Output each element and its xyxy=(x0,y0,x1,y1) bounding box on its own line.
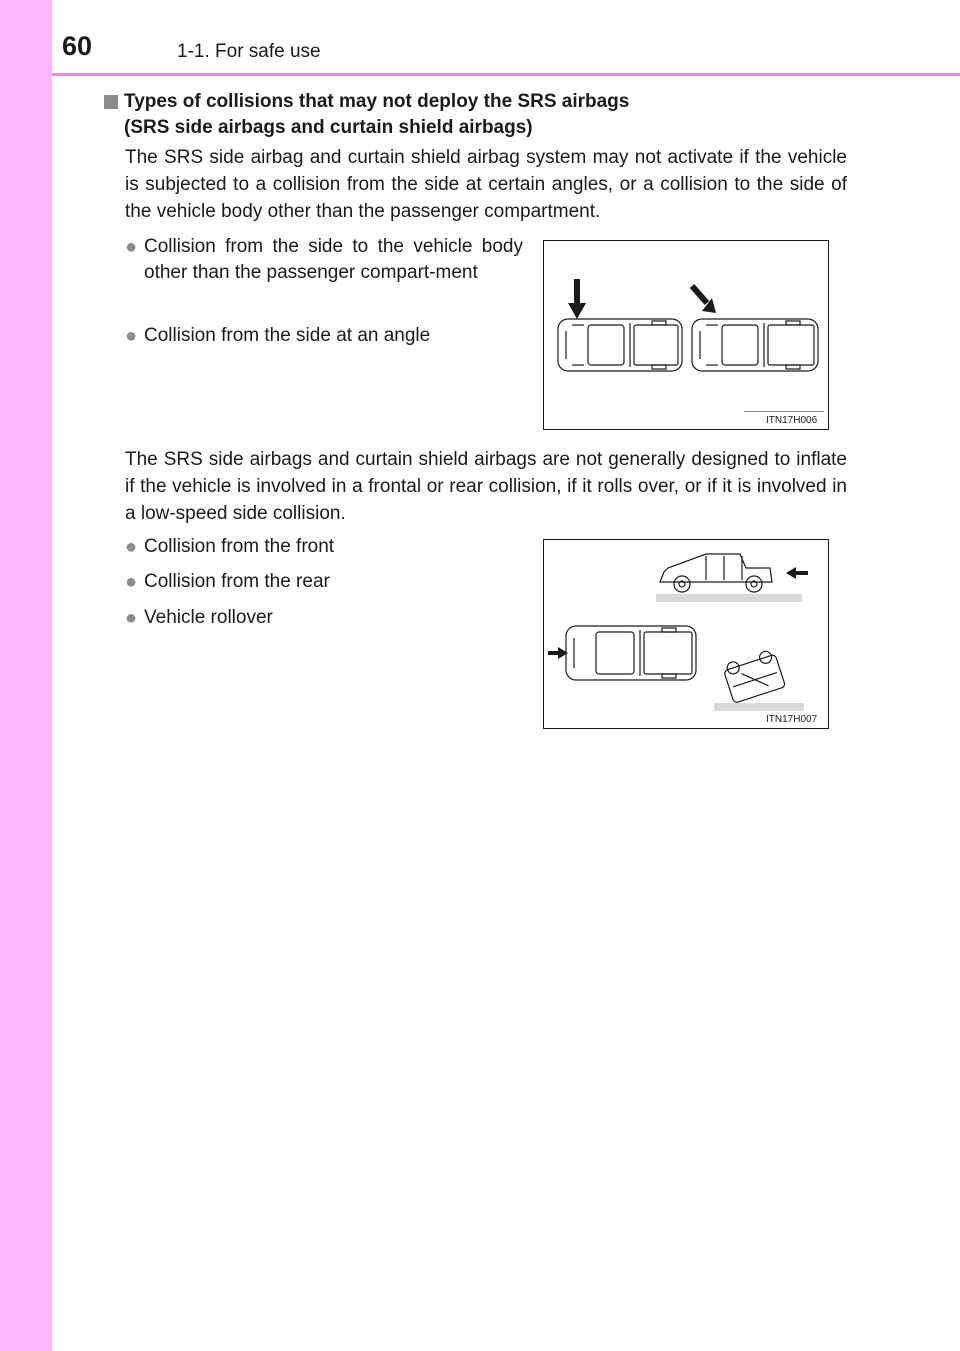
impact-arrow-icon xyxy=(548,647,568,659)
figure-side-collisions xyxy=(543,240,829,430)
list-item xyxy=(125,534,505,560)
section-heading xyxy=(104,89,824,141)
bullet-circle-icon: ● xyxy=(125,325,138,347)
heading-square-icon xyxy=(104,95,118,109)
truck-side-view-icon xyxy=(660,554,772,592)
list-item xyxy=(125,569,505,595)
bullet-text: Collision from the rear xyxy=(144,571,330,592)
heading-line-1: Types of collisions that may not deploy the SRS airbags xyxy=(124,91,630,112)
truck-icon xyxy=(692,319,818,371)
ground-line xyxy=(714,703,804,711)
list-item xyxy=(125,605,505,631)
collision-types-illustration xyxy=(544,540,828,728)
rollover-truck-icon xyxy=(722,649,786,704)
impact-arrow-icon xyxy=(692,286,716,313)
bullet-text: Collision from the side at an angle xyxy=(144,325,431,346)
figure-code-rule xyxy=(744,411,824,412)
heading-line-2: (SRS side airbags and curtain shield airbags) xyxy=(124,117,533,138)
ground-line xyxy=(656,594,802,602)
list-item xyxy=(125,234,523,286)
impact-arrow-icon xyxy=(786,567,808,579)
bullet-text: Vehicle rollover xyxy=(144,607,273,628)
bullet-circle-icon: ● xyxy=(125,607,138,629)
section-title: 1-1. For safe use xyxy=(177,41,321,62)
page-number: 60 xyxy=(62,31,93,61)
figure-front-rear-rollover xyxy=(543,539,829,729)
impact-arrow-icon xyxy=(568,279,586,319)
second-paragraph: The SRS side airbags and curtain shield airbags are not generally designed to inflate if the vehicle is involved in a frontal or rear collision, if it rolls over, or if it is involved in a low-speed side collision. xyxy=(125,449,847,524)
figure-code: ITN17H007 xyxy=(766,714,818,725)
bullet-circle-icon: ● xyxy=(125,536,138,558)
intro-paragraph: The SRS side airbag and curtain shield airbag system may not activate if the vehicle is subjected to a collision from the side at certain angles, or a collision to the side of the vehicle body other than the passenger compartment. xyxy=(125,147,847,222)
truck-icon xyxy=(558,319,682,371)
truck-icon xyxy=(566,626,696,680)
bullet-text: Collision from the front xyxy=(144,536,335,557)
list-item xyxy=(125,323,523,349)
truck-top-view-illustration xyxy=(544,241,828,429)
bullet-circle-icon: ● xyxy=(125,236,138,258)
figure-code: ITN17H006 xyxy=(766,415,818,426)
bullet-text: Collision from the side to the vehicle body other than the passenger compart-ment xyxy=(144,236,523,283)
bullet-circle-icon: ● xyxy=(125,571,138,593)
